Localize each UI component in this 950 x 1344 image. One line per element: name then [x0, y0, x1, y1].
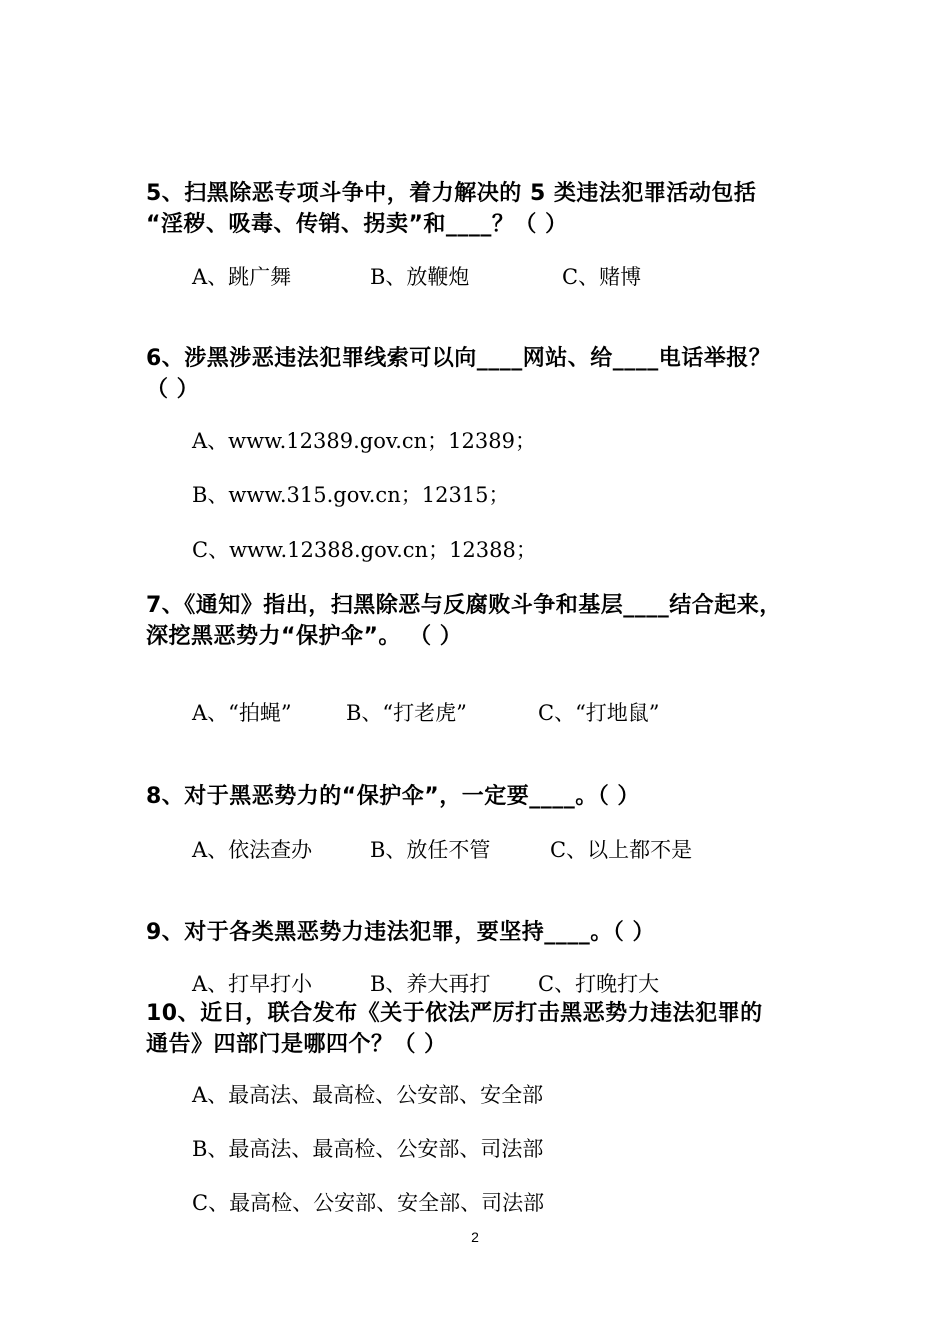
- question-10-line-2: 通告》四部门是哪四个？（ ）: [146, 1032, 447, 1057]
- question-5-option-b: B、放鞭炮: [370, 265, 470, 289]
- question-7-option-b: B、“打老虎”: [346, 701, 467, 725]
- question-10-option-a: A、最高法、最高检、公安部、安全部: [192, 1083, 544, 1107]
- question-6-option-c: C、www.12388.gov.cn；12388；: [192, 538, 537, 562]
- question-5-option-a: A、跳广舞: [192, 265, 292, 289]
- question-9-option-c: C、打晚打大: [538, 972, 660, 996]
- question-8: [146, 781, 836, 812]
- question-7-options: [192, 698, 660, 728]
- question-5-line-1: 5、扫黑除恶专项斗争中，着力解决的 5 类违法犯罪活动包括: [146, 181, 757, 206]
- question-8-option-c: C、以上都不是: [550, 838, 693, 862]
- question-8-line-1: 8、对于黑恶势力的“保护伞”，一定要____。（ ）: [146, 784, 640, 809]
- question-7-option-c: C、“打地鼠”: [538, 701, 660, 725]
- question-7: [146, 590, 836, 652]
- question-8-option-a: A、依法查办: [192, 838, 313, 862]
- question-10-line-1: 10、近日，联合发布《关于依法严厉打击黑恶势力违法犯罪的: [146, 1001, 763, 1026]
- question-9-line-1: 9、对于各类黑恶势力违法犯罪，要坚持____。（ ）: [146, 920, 655, 945]
- question-7-option-a: A、“拍蝇”: [192, 701, 292, 725]
- page-number: 2: [471, 1229, 479, 1245]
- question-8-options: [192, 835, 692, 865]
- question-10-option-b: B、最高法、最高检、公安部、司法部: [192, 1137, 544, 1161]
- question-6-line-1: 6、涉黑涉恶违法犯罪线索可以向____网站、给____电话举报？: [146, 346, 772, 371]
- question-10-option-c: C、最高检、公安部、安全部、司法部: [192, 1191, 545, 1215]
- question-6-option-b: B、www.315.gov.cn；12315；: [192, 483, 510, 507]
- question-7-line-1: 7、《通知》指出，扫黑除恶与反腐败斗争和基层____结合起来，: [146, 593, 782, 618]
- question-9-option-a: A、打早打小: [192, 972, 313, 996]
- question-9-options: [192, 969, 659, 999]
- question-5-line-2: “淫秽、吸毒、传销、拐卖”和____？（ ）: [146, 212, 568, 237]
- question-9: [146, 917, 836, 948]
- question-8-option-b: B、放任不管: [370, 838, 491, 862]
- question-6-option-a: A、www.12389.gov.cn；12389；: [192, 429, 536, 453]
- question-7-line-2: 深挖黑恶势力“保护伞”。 （ ）: [146, 624, 463, 649]
- question-6-line-2: （ ）: [146, 377, 200, 402]
- question-10: [146, 998, 836, 1060]
- question-6: [146, 343, 836, 405]
- question-5: [146, 178, 836, 240]
- question-5-options: [192, 262, 641, 292]
- question-5-option-c: C、赌博: [562, 265, 642, 289]
- question-9-option-b: B、养大再打: [370, 972, 491, 996]
